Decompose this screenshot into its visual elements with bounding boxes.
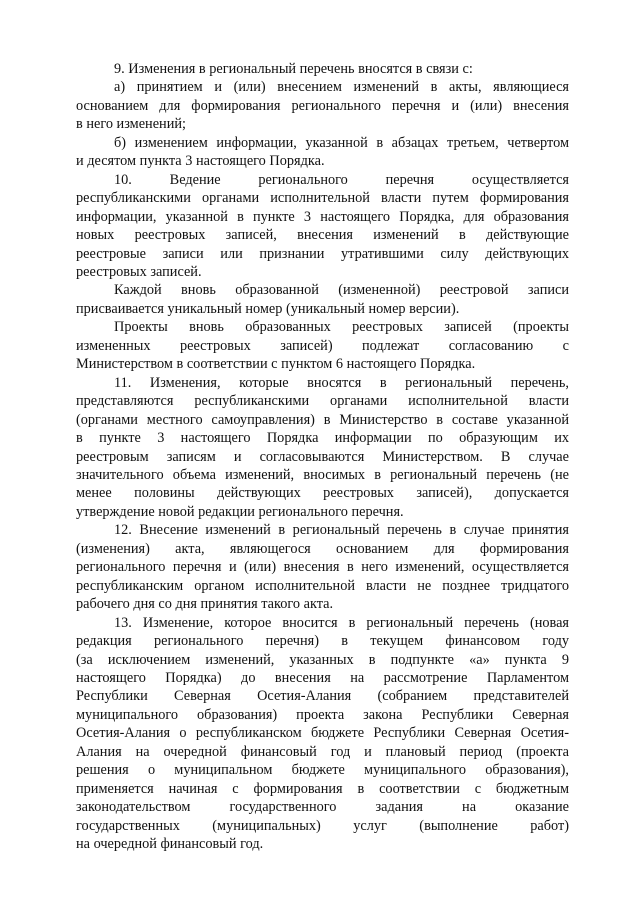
text-line: реестровых записей. — [76, 263, 202, 280]
text-line: измененных реестровых записей) подлежат согласованию с — [76, 337, 569, 354]
text-line: Республики Северная Осетия-Алания (собранием представителей — [76, 688, 569, 705]
text-line: (за исключением изменений, указанных в подпункте «а» пункта 9 — [76, 651, 569, 668]
text-line: Министерством в соответствии с пунктом 6 настоящего Порядка. — [76, 356, 476, 373]
paragraph-p13 — [76, 614, 569, 854]
text-line: Проекты вновь образованных реестровых записей (проекты — [114, 319, 569, 336]
text-line: настоящего Порядка) до внесения на рассмотрение Парламентом — [76, 669, 569, 686]
text-line: (органами местного самоуправления) в Министерство в составе указанной — [76, 411, 569, 428]
paragraph-p10-c — [76, 318, 569, 373]
text-line: информации, указанной в пункте 3 настоящего Порядка, для образования — [76, 208, 569, 225]
text-line: новых реестровых записей, внесения изменений в действующие — [76, 227, 569, 244]
text-line: реестровым записям и согласовываются Министерством. В случае — [76, 448, 569, 465]
paragraph-p9-a — [76, 78, 569, 133]
text-line: в него изменений; — [76, 116, 186, 133]
text-line: рабочего дня со дня принятия такого акта. — [76, 596, 334, 613]
text-line: в пункте 3 настоящего Порядка информации по образующим их — [76, 430, 569, 447]
text-line: а) принятием и (или) внесением изменений в акты, являющиеся — [114, 79, 569, 96]
text-line: республиканским органом исполнительной власти не позднее тридцатого — [76, 577, 569, 594]
text-line: законодательством государственного задания на оказание — [76, 799, 569, 816]
paragraph-p12 — [76, 521, 569, 613]
text-line: 10. Ведение регионального перечня осуществляется — [114, 171, 569, 188]
paragraph-p9-b — [76, 134, 569, 171]
text-line: присваивается уникальный номер (уникальный номер версии). — [76, 300, 460, 317]
text-line: применяется начиная с формирования в соответствии с бюджетным — [76, 780, 569, 797]
text-line: регионального перечня и (или) внесения в него изменений, осуществляется — [76, 559, 569, 576]
text-line: на очередной финансовый год. — [76, 836, 264, 853]
paragraph-p10 — [76, 171, 569, 282]
paragraph-p11 — [76, 374, 569, 522]
text-line: решения о муниципальном бюджете муниципального образования), — [76, 762, 569, 779]
paragraph-p9-intro — [76, 60, 569, 78]
text-line: менее половины действующих реестровых записей), допускается — [76, 485, 569, 502]
text-line: 13. Изменение, которое вносится в региональный перечень (новая — [114, 614, 569, 631]
text-line: (изменения) акта, являющегося основанием для формирования — [76, 540, 569, 557]
text-line: муниципального образования) проекта закона Республики Северная — [76, 706, 569, 723]
text-line: основанием для формирования регионального перечня и (или) внесения — [76, 97, 569, 114]
text-line: и десятом пункта 3 настоящего Порядка. — [76, 153, 325, 170]
text-line: республиканскими органами исполнительной власти путем формирования — [76, 190, 569, 207]
text-line: реестровые записи или признании утратившими силу действующих — [76, 245, 569, 262]
text-line: б) изменением информации, указанной в абзацах третьем, четвертом — [114, 134, 569, 151]
text-line: 11. Изменения, которые вносятся в региональный перечень, — [114, 374, 569, 391]
text-line: представляются республиканскими органами исполнительной власти — [76, 393, 569, 410]
document-page — [76, 60, 569, 853]
text-line: значительного объема изменений, вносимых в региональный перечень (не — [76, 466, 569, 483]
text-line: государственных (муниципальных) услуг (выполнение работ) — [76, 817, 569, 834]
text-line: Каждой вновь образованной (измененной) реестровой записи — [114, 282, 569, 299]
text-line: 12. Внесение изменений в региональный перечень в случае принятия — [114, 522, 569, 539]
text-line: Алания на очередной финансовый год и плановый период (проекта — [76, 743, 569, 760]
paragraph-p10-b — [76, 281, 569, 318]
text-line: 9. Изменения в региональный перечень вносятся в связи с: — [114, 61, 473, 77]
text-line: редакция регионального перечня) в текущем финансовом году — [76, 633, 569, 650]
text-line: утверждение новой редакции регионального перечня. — [76, 503, 404, 520]
text-line: Осетия-Алания о республиканском бюджете Республики Северная Осетия- — [76, 725, 569, 742]
